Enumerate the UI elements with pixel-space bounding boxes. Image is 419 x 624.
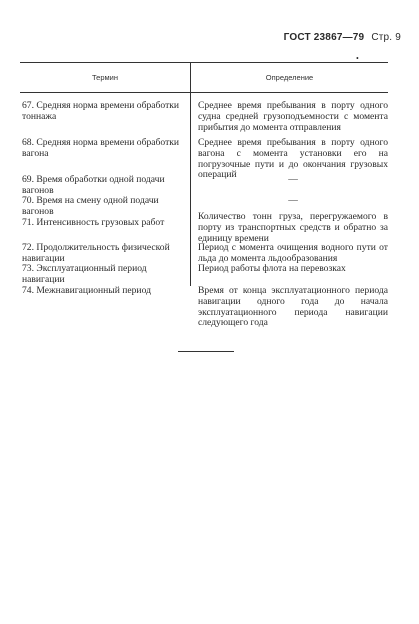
table-header-rule	[20, 92, 388, 93]
definition-74: Время от конца эксплуатационного периода навигации одного года до начала эксплуатационного периода навигации следующего года	[198, 285, 388, 329]
footer-rule	[178, 351, 234, 352]
term-68: 68. Средняя норма времени обработки вагона	[22, 137, 180, 159]
page-header	[284, 32, 401, 43]
definition-71: Количество тонн груза, перегружаемого в порту из транспортных средств и обратно за единицу времени	[198, 211, 388, 244]
table-top-rule	[20, 62, 388, 63]
definition-69: —	[288, 174, 298, 185]
stray-mark: •	[356, 54, 359, 63]
term-73: 73. Эксплуатационный период навигации	[22, 263, 147, 285]
term-70: 70. Время на смену одной подачи вагонов	[22, 195, 159, 217]
column-divider	[190, 62, 191, 286]
column-header-term: Термин	[92, 73, 118, 82]
column-header-definition: Определение	[265, 73, 314, 82]
term-67: 67. Средняя норма времени обработки тоннажа	[22, 100, 180, 122]
definition-67: Среднее время пребывания в порту одного судна средней грузоподъемности с момента прибытия до момента отправления	[198, 100, 388, 133]
definition-72: Период с момента очищения водного пути от льда до момента льдообразования	[198, 242, 388, 264]
page-number: Стр. 9	[371, 32, 401, 43]
term-72: 72. Продолжительность физической навигации	[22, 242, 170, 264]
standard-number: ГОСТ 23867—79	[283, 32, 365, 43]
definition-68: Среднее время пребывания в порту одного вагона с момента установки его на погрузочные пути и до окончания грузовых операций	[198, 137, 388, 181]
term-74: 74. Межнавигационный период	[22, 285, 151, 296]
term-69: 69. Время обработки одной подачи вагонов	[22, 174, 165, 196]
term-71: 71. Интенсивность грузовых работ	[22, 217, 165, 228]
definition-73: Период работы флота на перевозках	[198, 263, 346, 274]
definition-70: —	[288, 195, 298, 206]
